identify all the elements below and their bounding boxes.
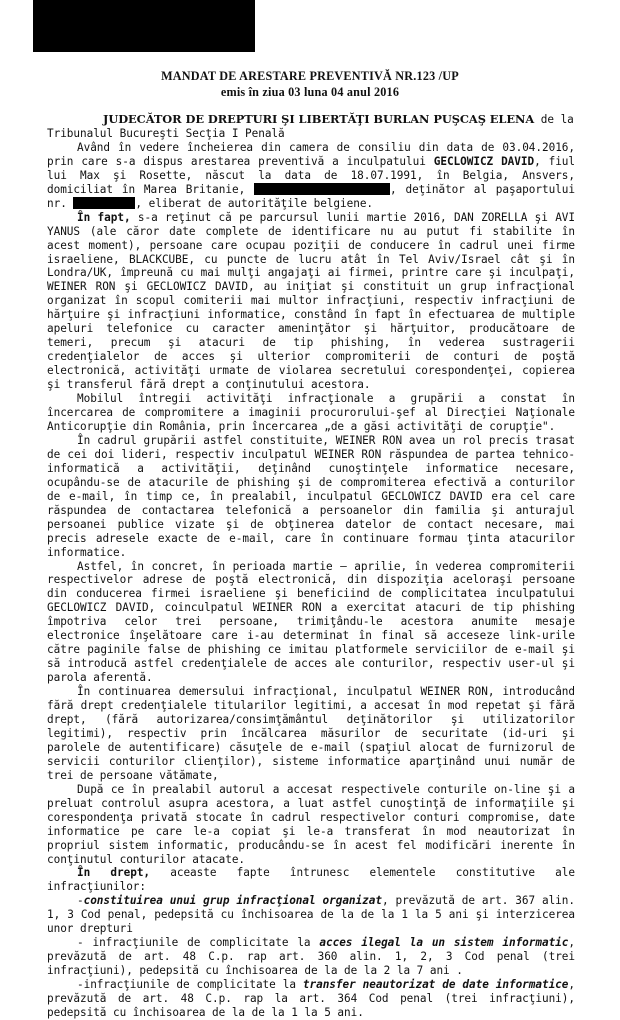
document-title: MANDAT DE ARESTARE PREVENTIVĂ NR.123 /UP — [161, 69, 459, 83]
paragraph-facts-6: După ce în prealabil autorul a accesat respectivele conturile on-line şi a preluat controlul asupra acestora, a luat astfel cunoştinţă de informaţiile şi corespondenţa privată stocate în cadrul respectivelor conturi compromise, date informatice pe care le-a copiat şi le-a transferat în mod neautorizat în propriul sistem informatic, producându-se în acest fel modificări inerente în conţinutul conturilor atacate. — [47, 782, 575, 866]
court-line — [47, 127, 575, 141]
judge-line — [47, 113, 575, 127]
intro-text-c: , deţinător al paşaportului nr. — [47, 182, 575, 210]
redaction-address — [254, 183, 390, 195]
judge-rest-a: de la — [534, 113, 574, 126]
charge-1-title: constituirea unui grup infracţional organizat — [83, 894, 382, 908]
law-lead: În drept, — [77, 866, 151, 880]
charge-3-prefix: -infracţiunile de complicitate la — [77, 978, 303, 992]
charge-3 — [47, 978, 575, 1020]
charge-1 — [47, 894, 575, 936]
intro-text-d: , eliberat de autorităţile belgiene. — [135, 196, 374, 210]
charge-2-text: , prevăzută de art. 48 C.p. rap art. 360 alin. 1, 2, 3 Cod penal (trei infracţiuni), pedepsită cu închisoarea de la de la 2 la 7 ani . — [47, 936, 575, 978]
judge-name: JUDECĂTOR DE DREPTURI ŞI LIBERTĂŢI BURLAN PUŞCAŞ ELENA — [103, 112, 535, 126]
charge-1-text: , prevăzută de art. 367 alin. 1, 3 Cod penal, pedepsită cu închisoarea de la de la 1 la 5 ani şi interzicerea unor drepturi — [47, 894, 575, 936]
paragraph-facts-1 — [47, 211, 575, 392]
intro-text-a: Având în vedere încheierea din camera de consiliu din data de 03.04.2016, prin care s-a dispus arestarea preventivă a inculpatului — [47, 140, 575, 168]
facts-lead: În fapt, — [77, 210, 131, 224]
paragraph-intro — [47, 141, 575, 211]
paragraph-facts-4: Astfel, în concret, în perioada martie – aprilie, în vederea compromiterii respectivelor adrese de poştă electronică, din dispoziţia aceloraşi persoane din conducerea firmei israeliene şi beneficiind de complicitatea inculpatului GECLOWICZ DAVID, coinculpatul WEINER RON a exercitat atacuri de tip phishing împotriva celor trei persoane, trimiţându-le acestora anumite mesaje electronice înşelătoare care i-au determinat în final să acceseze link-urile către paginile false de phishing ce imitau platformele serviciilor de e-mail şi să introducă astfel credenţialele de acces ale conturilor, respectiv user-ul şi parola aferentă. — [47, 559, 575, 685]
charge-3-text: , prevăzută de art. 48 C.p. rap la art. 364 Cod penal (trei infracţiuni), pedepsită cu închisoarea de la de la 1 la 5 ani. — [47, 978, 575, 1019]
charge-2 — [47, 936, 575, 978]
facts-text-1: s-a reţinut că pe parcursul lunii martie 2016, DAN ZORELLA şi AVI YANUS (ale căror date complete de identificare nu au putut fi stabilite în acest moment), persoane care ocupau poziţii de conducere în cadrul unei firme israeliene, BLACKCUBE, cu puncte de lucru atât în Tel Aviv/Israel cât şi în Londra/UK, împreună cu mai mulţi angajaţi ai firmei, printre care şi inculpaţi, WEINER RON şi GECLOWICZ DAVID, au iniţiat şi constituit un grup infracţional organizat în scopul comiterii mai multor infracţiuni, respectiv infracţiuni de hărţuire şi infracţiuni informatice, constând în fapt în efectuarea de multiple apeluri telefonice cu caracter ameninţător şi hărţuitor, producătoare de temeri, precum şi atacuri de tip phishing, în vederea sustragerii credenţialelor de acces şi ulterior compromiterii de conturi de poştă electronică, activităţi urmate de violarea secretului corespondenţei, copierea şi transferul fără drept a conţinutului acestora. — [47, 210, 575, 392]
document-subtitle: emis în ziua 03 luna 04 anul 2016 — [220, 85, 400, 99]
law-lead-rest: aceaste fapte întrunesc elementele constitutive ale infracţiunilor: — [47, 866, 575, 894]
charge-3-title: transfer neautorizat de date informatice — [302, 978, 569, 992]
paragraph-facts-2: Mobilul întregii activităţi infracţionale a grupării a constat în încercarea de compromitere a imaginii procurorului-şef al Direcţiei Naţionale Anticorupţie din România, prin încercarea „de a găsi activităţi de corupţie". — [47, 392, 575, 433]
redaction-block-header — [33, 0, 255, 52]
document-body — [47, 113, 575, 1020]
charge-2-prefix: - infracţiunile de complicitate la — [77, 936, 320, 950]
paragraph-facts-3: În cadrul grupării astfel constituite, WEINER RON avea un rol precis trasat de cei doi lideri, respectiv inculpatul WEINER RON răspundea de partea tehnico-informatică a activităţii, deţinând cunoştinţele informatice necesare, ocupându-se de atacurile de phishing şi de compromiterea efectivă a conturilor de e-mail, în timp ce, în prealabil, inculpatul GECLOWICZ DAVID era cel care răspundea de contactarea telefonică a persoanelor din familia şi anturajul persoanei publice vizate şi de obţinerea datelor de contact necesare, mai precis adresele exacte de e-mail, care în continuare formau ţinta atacurilor informatice. — [47, 433, 575, 559]
intro-text-b: , fiul lui Max şi Rosette, născut la data de 18.07.1991, în Belgia, Ansvers, domiciliat în Marea Britanie, — [47, 154, 575, 196]
paragraph-facts-5: În continuarea demersului infracţional, inculpatul WEINER RON, introducând fără drept credenţialele titularilor legitimi, a accesat în mod repetat şi fără drept, (fără autorizarea/consimţământul deţinătorilor şi utilizatorilor legitimi), respectiv prin încălcarea măsurilor de securitate (id-uri şi parolele de autentificare) căsuţele de e-mail (spaţiul alocat de furnizorul de servicii conturilor clienţilor), sisteme informatice aparţinând unui număr de trei de persoane vătămate, — [47, 685, 575, 782]
charge-2-title: acces ilegal la un sistem informatic — [319, 936, 569, 950]
charge-1-prefix: - — [77, 894, 84, 908]
court-name: Tribunalul Bucureşti Secţia I Penală — [47, 126, 285, 140]
defendant-name: GECLOWICZ DAVID — [433, 154, 535, 168]
redaction-passport — [73, 197, 135, 209]
paragraph-law — [47, 866, 575, 894]
